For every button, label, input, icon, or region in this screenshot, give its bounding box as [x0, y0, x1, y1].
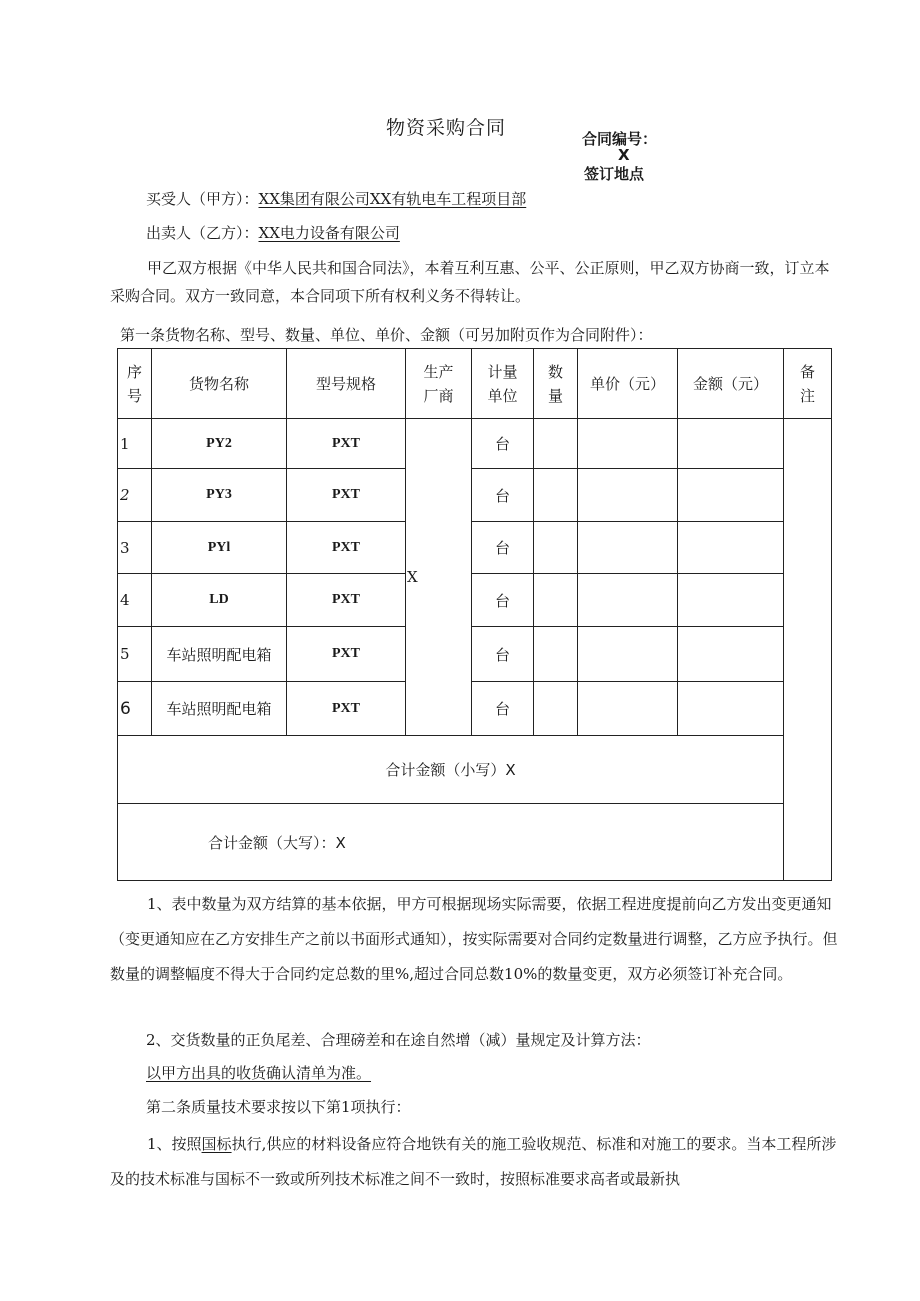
row-qty: [534, 574, 578, 627]
row-name: 车站照明配电箱: [152, 682, 287, 736]
row-model: PXT: [287, 469, 406, 522]
row-qty: [534, 469, 578, 522]
clause-3-paragraph: 1、按照国标执行,供应的材料设备应符合地铁有关的施工验收规范、标准和对施工的要求。当本工程所涉及的技术标准与国标不一致或所列技术标准之间不一致时，按照标准要求高者或最新执: [110, 1135, 837, 1188]
header-maker: 生产 厂商: [406, 349, 472, 419]
table-row: [118, 522, 832, 574]
row-price: [578, 682, 678, 736]
row-model: PXT: [287, 627, 406, 682]
row-unit: 台: [472, 574, 534, 627]
seller-label: 出卖人（乙方）：: [146, 224, 259, 242]
header-qty: 数 量: [534, 349, 578, 419]
row-qty: [534, 522, 578, 574]
buyer-label: 买受人（甲方）：: [146, 190, 259, 208]
row-qty: [534, 682, 578, 736]
contract-number-label: 合同编号：: [582, 130, 658, 148]
row-amount: [678, 574, 784, 627]
row-unit: 台: [472, 419, 534, 469]
header-model: 型号规格: [287, 349, 406, 419]
table-row: [118, 419, 832, 469]
row-model: PXT: [287, 574, 406, 627]
total-big-row: [118, 804, 832, 881]
row-qty: [534, 419, 578, 469]
article1-heading: 第一条货物名称、型号、数量、单位、单价、金额（可另加附页作为合同附件）：: [120, 326, 653, 344]
contract-title: 物资采购合同: [386, 117, 507, 139]
header-seq: 序 号: [118, 349, 152, 419]
row-price: [578, 627, 678, 682]
row-model: PXT: [287, 419, 406, 469]
table-row: [118, 682, 832, 736]
row-price: [578, 419, 678, 469]
row-model: PXT: [287, 682, 406, 736]
row-name: 车站照明配电箱: [152, 627, 287, 682]
intro-paragraph: 甲乙双方根据《中华人民共和国合同法》，本着互利互惠、公平、公正原则，甲乙双方协商一致，订立本采购合同。双方一致同意，本合同项下所有权利义务不得转让。: [110, 259, 830, 305]
buyer-value: XX集团有限公司XX有轨电车工程项目部: [258, 190, 527, 208]
row-seq: 6: [118, 682, 152, 736]
row-unit: 台: [472, 682, 534, 736]
table-row: [118, 627, 832, 682]
row-name: PYl: [152, 522, 287, 574]
total-small-row: [118, 736, 832, 804]
buyer-line: [146, 188, 526, 209]
header-amount: 金额（元）: [678, 349, 784, 419]
clause-1-paragraph: 1、表中数量为双方结算的基本依据，甲方可根据现场实际需要，依据工程进度提前向乙方发出变更通知（变更通知应在乙方安排生产之前以书面形式通知），按实际需要对合同约定数量进行调整，乙方应予执行。但数量的调整幅度不得大于合同约定总数的里%,超过合同总数10%的数量变更，双方必须签订补充合同。: [110, 895, 838, 983]
clause-2-value: 以甲方出具的收货确认清单为准。: [146, 1064, 372, 1082]
row-seq: 4: [118, 574, 152, 627]
header-remark: 备 注: [784, 349, 832, 419]
row-seq: 3: [118, 522, 152, 574]
row-name: PY2: [152, 419, 287, 469]
seller-line: [146, 222, 400, 243]
row-amount: [678, 522, 784, 574]
goods-table: [117, 348, 832, 881]
total-amount-big: 合计金额（大写）：X: [118, 804, 784, 881]
row-amount: [678, 469, 784, 522]
row-amount: [678, 682, 784, 736]
row-seq: 5: [118, 627, 152, 682]
article2-heading: 第二条质量技术要求按以下第1项执行：: [146, 1098, 411, 1116]
seller-value: XX电力设备有限公司: [258, 224, 400, 242]
row-amount: [678, 627, 784, 682]
row-price: [578, 574, 678, 627]
clause-2-paragraph: 2、交货数量的正负尾差、合理磅差和在途自然增（减）量规定及计算方法：: [146, 1031, 651, 1049]
header-unit: 计量 单位: [472, 349, 534, 419]
row-unit: 台: [472, 627, 534, 682]
row-unit: 台: [472, 522, 534, 574]
row-unit: 台: [472, 469, 534, 522]
sign-place-label-clipped: 签订地点: [584, 165, 645, 183]
row-qty: [534, 627, 578, 682]
national-standard-text: 国标: [201, 1135, 232, 1153]
manufacturer-cell: X: [406, 419, 472, 736]
header-name: 货物名称: [152, 349, 287, 419]
row-price: [578, 469, 678, 522]
row-name: LD: [152, 574, 287, 627]
row-seq: 1: [118, 419, 152, 469]
row-name: PY3: [152, 469, 287, 522]
contract-number-value: X: [618, 146, 630, 164]
table-header-row: [118, 349, 832, 419]
table-row: [118, 469, 832, 522]
table-row: [118, 574, 832, 627]
remark-cell: [784, 419, 832, 881]
header-price: 单价（元）: [578, 349, 678, 419]
row-amount: [678, 419, 784, 469]
row-model: PXT: [287, 522, 406, 574]
row-seq: 2: [118, 469, 152, 522]
row-price: [578, 522, 678, 574]
total-amount-small: 合计金额（小写）X: [118, 736, 784, 804]
